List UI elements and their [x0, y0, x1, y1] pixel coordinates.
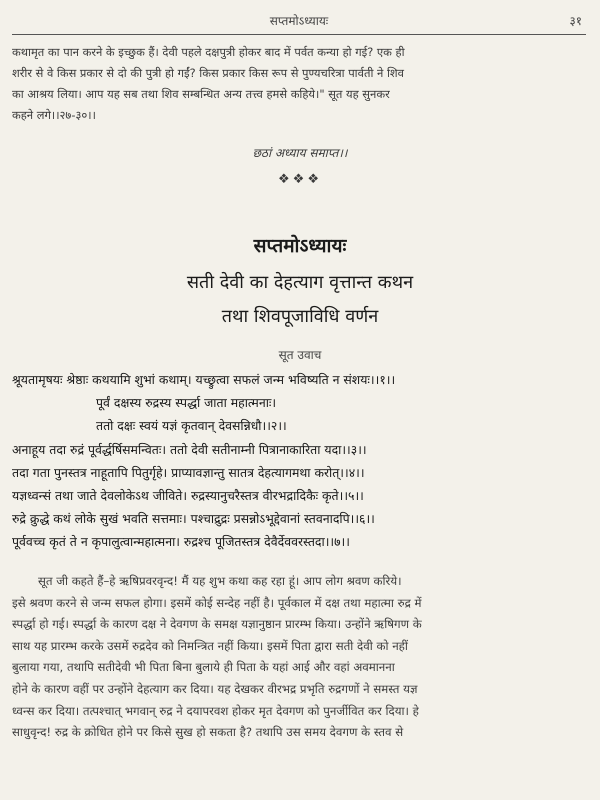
- verse-line: यज्ञध्वन्सं तथा जाते देवलोकेऽथ जीविते। रुद्रस्यानुचरैस्तत्र वीरभद्रादिकैः कृते।।५।।: [12, 487, 364, 503]
- verse-line: ततो दक्षः स्वयं यज्ञं कृतवान् देवसन्निधौ।।२।।: [96, 418, 287, 434]
- previous-chapter-ending: [12, 42, 588, 126]
- chapter-title: सप्तमोऽध्यायः: [253, 235, 347, 257]
- chapter-subtitle-line1: सती देवी का देहत्याग वृत्तान्त कथन: [186, 272, 414, 293]
- prose-line: कथामृत का पान करने के इच्छुक हैं। देवी पहले दक्षपुत्री होकर बाद में पर्वत कन्या हो गई? एक ही: [12, 45, 405, 59]
- prose-line: होने के कारण वहीं पर उन्होंने देहत्याग कर दिया। यह देखकर वीरभद्र प्रभृति रुद्रगणों ने समस्त यज्ञ: [12, 681, 418, 696]
- prose-line: स्पर्द्धा हो गई। स्पर्द्धा के कारण दक्ष ने देवगण के समक्ष यज्ञानुष्ठान प्रारम्भ किया। उन्होंने ऋषिगण के: [12, 617, 422, 632]
- running-title: सप्तमोऽध्यायः: [269, 14, 329, 28]
- verse-line: अनाहूय तदा रुद्रं पूर्वर्द्धर्षिसमन्वितः। ततो देवी सतीनाम्नी पित्रानाकारिता यदा।।३।।: [12, 441, 367, 457]
- verse-line: श्रूयतामृषयः श्रेष्ठाः कथयामि शुभां कथाम्। यच्छ्रुत्वा सफलं जन्म भविष्यति न संशयः।।१।।: [12, 372, 396, 387]
- verse-line: पूर्ववच्च कृतं ते न कृपालुत्वान्महात्मना। रुद्रश्च पूजितस्तत्र देवैर्देववरस्तदा।।७।।: [12, 534, 350, 550]
- prose-line: साथ यह प्रारम्भ करके उसमें रुद्रदेव को निमन्त्रित नहीं किया। इसमें पिता द्वारा सती देवी को नहीं: [12, 638, 408, 653]
- page-number: ३१: [569, 14, 582, 28]
- prose-line: सूत जी कहते हैं–हे ऋषिप्रवरवृन्द! मैं यह शुभ कथा कह रहा हूं। आप लोग श्रवण करिये।: [38, 574, 402, 588]
- prose-line: बुलाया गया, तथापि सतीदेवी भी पिता बिना बुलाये ही पिता के यहां आई और वहां अवमानना: [12, 660, 395, 675]
- verse-line: तदा गता पुनस्तत्र नाहूतापि पितुर्गृहे। प्राप्यावज्ञान्तु सातत्र देहत्यागमथा करोत्।।४।।: [12, 464, 365, 480]
- page-header: [12, 10, 586, 35]
- translation-paragraph: [12, 571, 588, 744]
- verse-line: रुद्रे क्रुद्धे कथं लोके सुखं भवति सत्तमाः। पश्चाद्रुद्रः प्रसन्नोऽभूद्देवानां स्तवनादपि।।६।।: [12, 511, 375, 527]
- prose-line: शरीर से वे किस प्रकार से दो की पुत्री हो गईं? किस प्रकार किस रूप से पुण्यचरित्रा पार्वती ने शिव: [12, 66, 405, 80]
- sanskrit-verses: [12, 368, 588, 554]
- hindi-translation: [12, 571, 588, 744]
- chapter-subtitle-line2: तथा शिवपूजाविधि वर्णन: [221, 306, 379, 327]
- verse-line: पूर्वं दक्षस्य रुद्रस्य स्पर्द्धा जाता महात्मनाः।: [96, 395, 277, 411]
- prose-line: साधुवृन्द! रुद्र के क्रोधित होने पर किसे सुख हो सकता है? तथापि उस समय देवगण के स्तव से: [12, 725, 404, 740]
- previous-chapter-paragraph: [12, 42, 588, 126]
- chapter-end-note: छठां अध्याय समाप्त।।: [252, 146, 348, 160]
- prose-line: इसे श्रवण करने से जन्म सफल होगा। इसमें कोई सन्देह नहीं है। पूर्वकाल में दक्ष तथा महात्मा रुद्र में: [12, 595, 422, 610]
- prose-line: कहने लगे।।२७-३०।।: [12, 108, 96, 122]
- prose-line: का आश्रय लिया। आप यह सब तथा शिव सम्बन्धित अन्य तत्त्व हमसे कहिये।" सूत यह सुनकर: [12, 87, 390, 101]
- speaker-heading: सूत उवाच: [278, 348, 322, 362]
- prose-line: ध्वन्स कर दिया। तत्पश्चात् भगवान् रुद्र ने दयापरवश होकर मृत देवगण को पुनर्जीवित कर दिया। हे: [12, 703, 419, 718]
- ornament-divider: ❖❖❖: [278, 172, 322, 187]
